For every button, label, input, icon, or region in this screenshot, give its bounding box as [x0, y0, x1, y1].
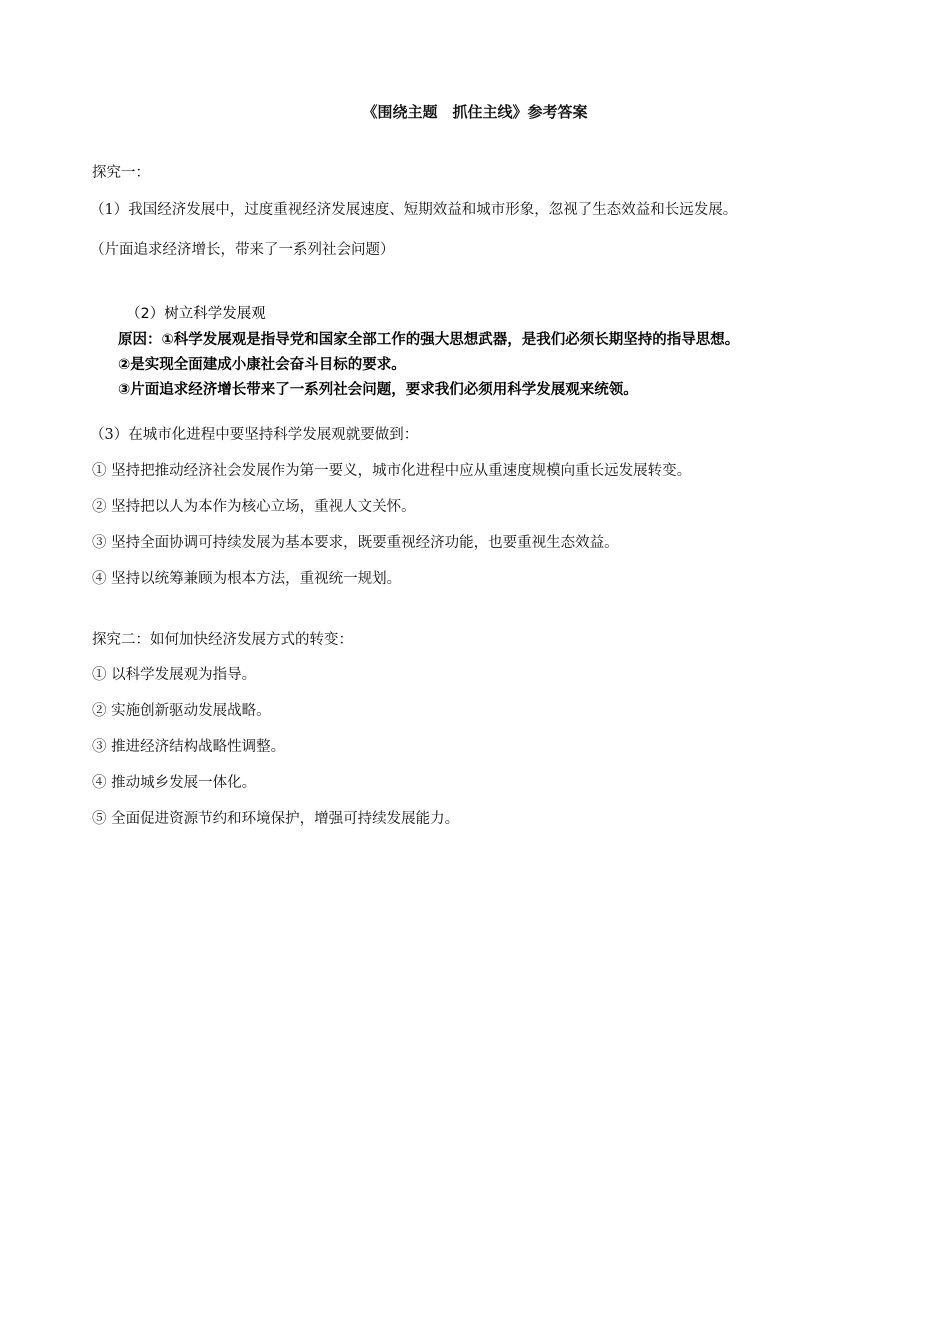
q3-item-4: ④ 坚持以统筹兼顾为根本方法，重视统一规划。 [92, 571, 402, 587]
q2-reason-1: 原因：①科学发展观是指导党和国家全部工作的强大思想武器，是我们必须长期坚持的指导思想。 [118, 332, 740, 348]
q3-item-2: ② 坚持把以人为本作为核心立场，重视人文关怀。 [92, 499, 416, 515]
q1-answer: （1）我国经济发展中，过度重视经济发展速度、短期效益和城市形象，忽视了生态效益和长远发展。 [90, 202, 738, 218]
section2-item-3: ③ 推进经济结构战略性调整。 [92, 739, 286, 755]
section2-item-4: ④ 推动城乡发展一体化。 [92, 775, 257, 791]
q2-heading: （2）树立科学发展观 [126, 306, 266, 322]
page-title: 《围绕主题 抓住主线》参考答案 [362, 103, 588, 121]
section1-heading: 探究一： [92, 165, 150, 181]
q3-intro: （3）在城市化进程中要坚持科学发展观就要做到： [90, 427, 419, 443]
q2-reason-2: ②是实现全面建成小康社会奋斗目标的要求。 [118, 357, 406, 373]
q1-note: （片面追求经济增长，带来了一系列社会问题） [90, 242, 395, 258]
q3-item-1: ① 坚持把推动经济社会发展作为第一要义，城市化进程中应从重速度规模向重长远发展转变。 [92, 463, 692, 479]
section2-item-5: ⑤ 全面促进资源节约和环境保护，增强可持续发展能力。 [92, 811, 460, 827]
section2-item-1: ① 以科学发展观为指导。 [92, 667, 257, 683]
section2-item-2: ② 实施创新驱动发展战略。 [92, 703, 271, 719]
q2-reason-3: ③片面追求经济增长带来了一系列社会问题，要求我们必须用科学发展观来统领。 [118, 382, 638, 398]
q3-item-3: ③ 坚持全面协调可持续发展为基本要求，既要重视经济功能，也要重视生态效益。 [92, 535, 619, 551]
section2-heading: 探究二：如何加快经济发展方式的转变： [92, 632, 353, 648]
q2-answer-image [118, 304, 858, 402]
